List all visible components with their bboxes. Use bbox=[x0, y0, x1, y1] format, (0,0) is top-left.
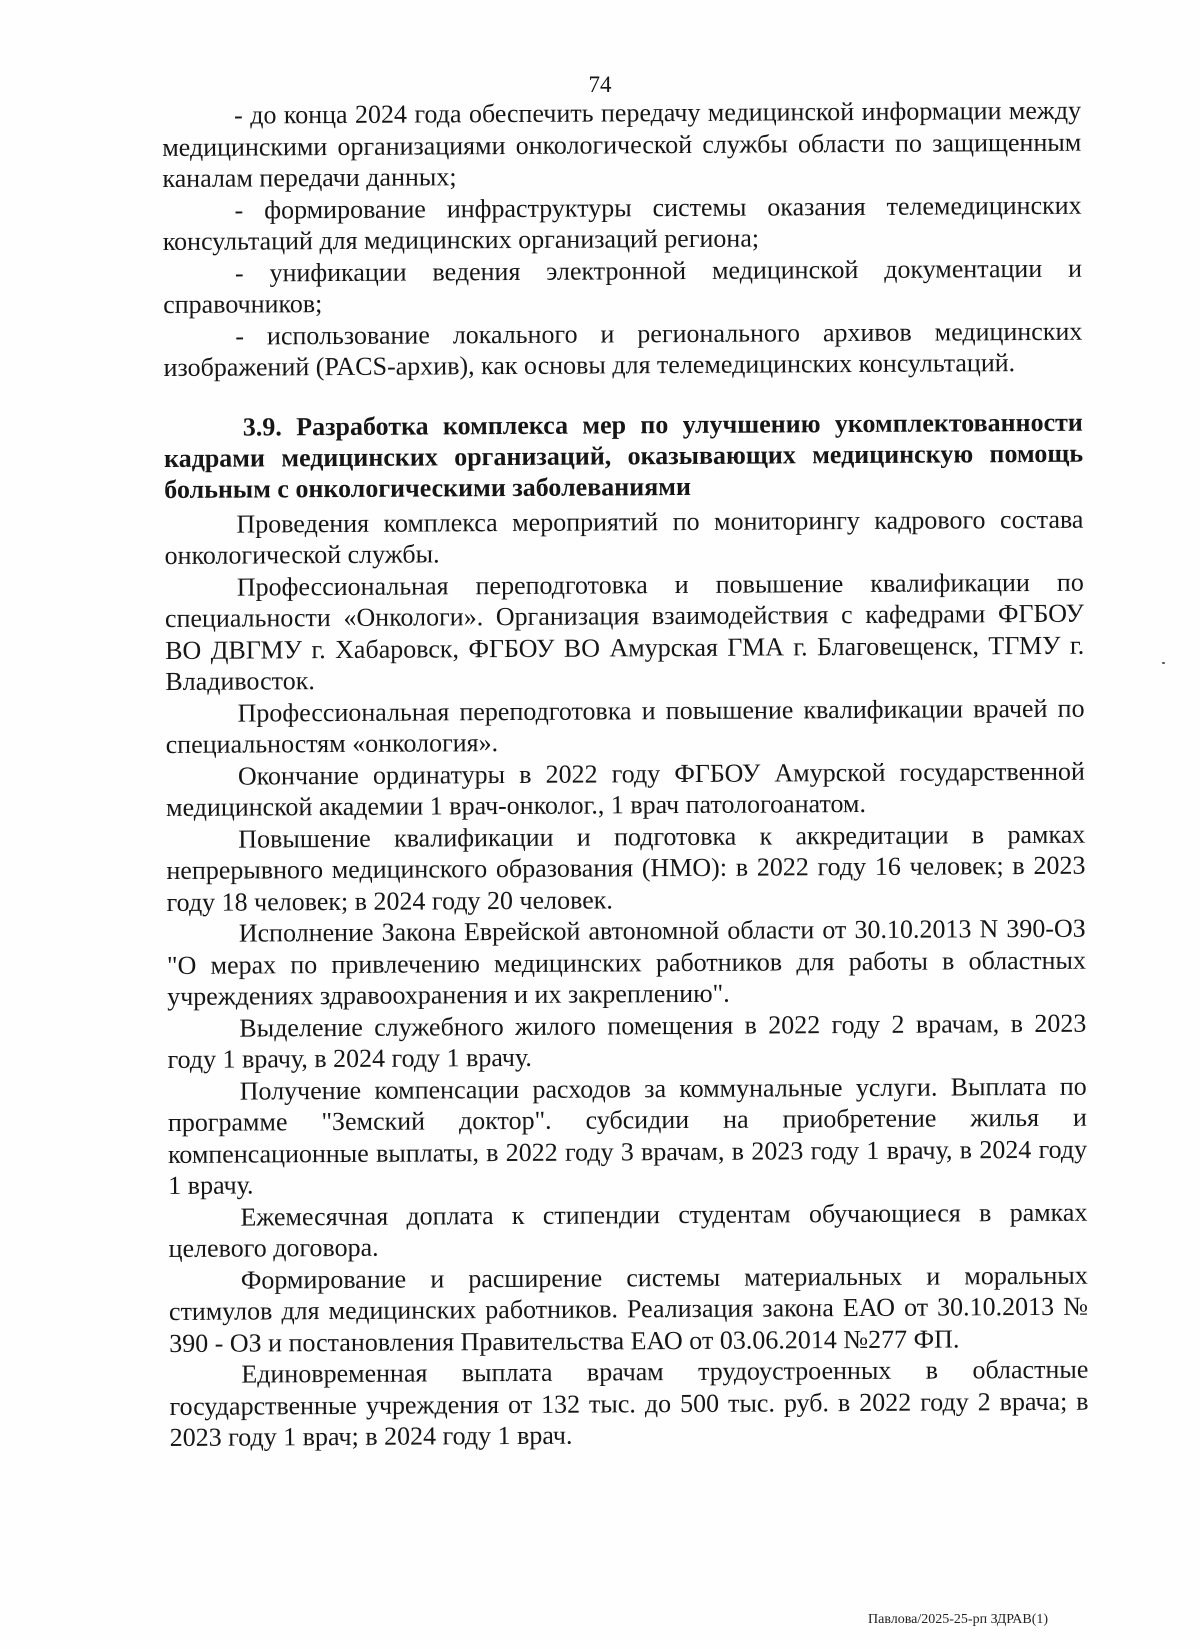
paragraph: Ежемесячная доплата к стипендии студентам обучающиеся в рамках целевого договора. bbox=[168, 1197, 1088, 1263]
paragraph: Получение компенсации расходов за коммунальные услуги. Выплата по программе "Земский доктор". субсидии на приобретение жилья и компенсационные выплаты, в 2022 году 3 врачам, в 2023 году 1 врачу, в 2024 году 1 врачу. bbox=[167, 1071, 1088, 1200]
list-item: - унификации ведения электронной медицинской документации и справочников; bbox=[163, 253, 1083, 319]
scan-speck bbox=[1162, 662, 1165, 664]
paragraph: Профессиональная переподготовка и повышение квалификации врачей по специальностям «онкология». bbox=[165, 693, 1085, 759]
page-number: 74 bbox=[588, 72, 612, 97]
paragraph: Повышение квалификации и подготовка к аккредитации в рамках непрерывного медицинского образования (НМО): в 2022 году 16 человек; в 2023 году 18 человек; в 2024 году 20 человек. bbox=[166, 819, 1086, 917]
list-item: - использование локального и регионального архивов медицинских изображений (PACS-архив), как основы для телемедицинских консультаций. bbox=[163, 316, 1083, 382]
paragraph: Единовременная выплата врачам трудоустроенных в областные государственные учреждения от 132 тыс. до 500 тыс. руб. в 2022 году 2 врача; в 2023 году 1 врач; в 2024 году 1 врач. bbox=[169, 1354, 1089, 1452]
paragraph: Проведения комплекса мероприятий по мониторингу кадрового состава онкологической службы. bbox=[164, 504, 1084, 570]
section-heading: 3.9. Разработка комплекса мер по улучшению укомплектованности кадрами медицинских организаций, оказывающих медицинскую помощь больным с онкологическими заболеваниями bbox=[163, 407, 1084, 504]
list-item: - до конца 2024 года обеспечить передачу медицинской информации между медицинскими организациями онкологической службы области по защищенным каналам передачи данных; bbox=[162, 95, 1082, 193]
footer-reference: Павлова/2025-25-рп ЗДРАВ(1) bbox=[868, 1612, 1049, 1627]
paragraph: Исполнение Закона Еврейской автономной области от 30.10.2013 N 390-ОЗ "О мерах по привлечению медицинских работников для работы в областных учреждениях здравоохранения и их закреплению". bbox=[166, 913, 1087, 1011]
paragraph: Окончание ординатуры в 2022 году ФГБОУ Амурской государственной медицинской академии 1 врач-онколог., 1 врач патологоанатом. bbox=[165, 756, 1085, 822]
paragraph: Формирование и расширение системы материальных и моральных стимулов для медицинских работников. Реализация закона ЕАО от 30.10.2013 № 390 - ОЗ и постановления Правительства ЕАО от 03.06.2014 №277 ФП. bbox=[168, 1260, 1089, 1358]
paragraph: Выделение служебного жилого помещения в 2022 году 2 врачам, в 2023 году 1 врачу, в 2024 году 1 врачу. bbox=[167, 1008, 1087, 1074]
paragraph: Профессиональная переподготовка и повышение квалификации по специальности «Онкологи». Организация взаимодействия с кафедрами ФГБОУ ВО ДВГМУ г. Хабаровск, ФГБОУ ВО Амурская ГМА г. Благовещенск, ТГМУ г. Владивосток. bbox=[164, 567, 1085, 696]
list-item: - формирование инфраструктуры системы оказания телемедицинских консультаций для медицинских организаций региона; bbox=[162, 190, 1082, 256]
document-body bbox=[162, 95, 1089, 1454]
